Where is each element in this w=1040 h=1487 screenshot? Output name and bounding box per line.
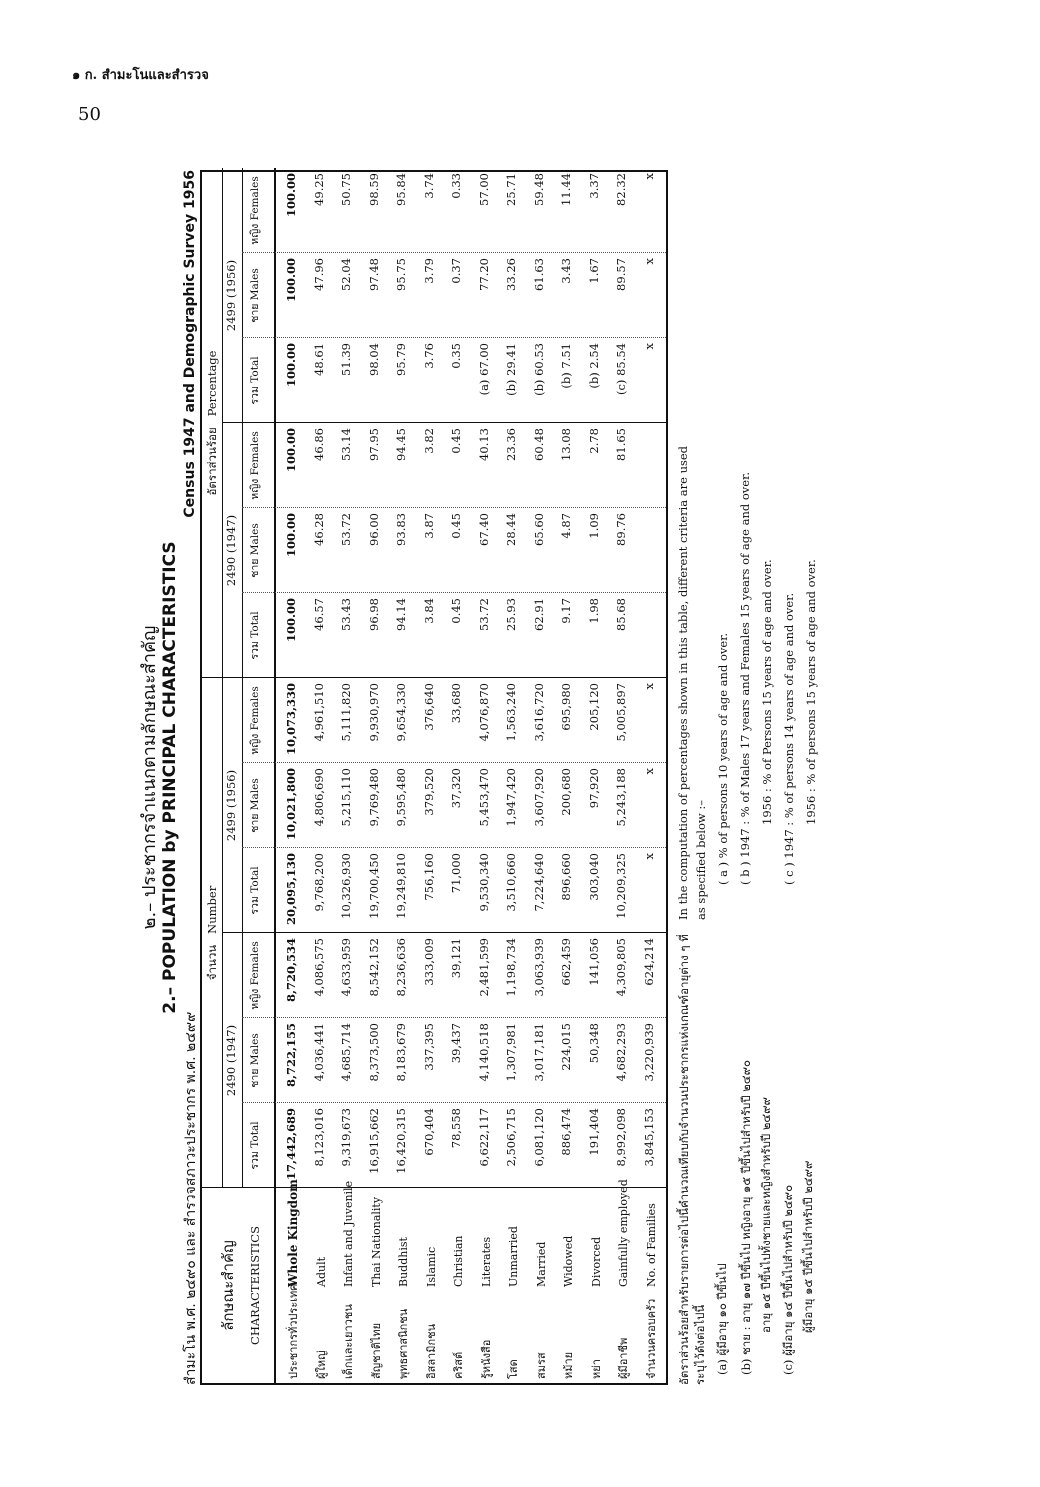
row-label-english: Thai Nationality: [369, 1196, 383, 1287]
table-row-label: [312, 1257, 330, 1379]
table-cell: 57.00: [476, 173, 491, 206]
running-header: ๑ ก. สำมะโนและสำรวจ: [72, 68, 209, 83]
column-header-females: หญิง Females: [249, 941, 261, 1010]
row-label-english: Widowed: [562, 1235, 575, 1287]
percentage-year-1956: 2499 (1956): [224, 259, 238, 332]
table-cell: 8,183,679: [394, 1023, 408, 1082]
table-cell: 0.35: [449, 343, 463, 369]
column-header-males: ชาย Males: [249, 523, 261, 578]
row-label-thai: คริสต์: [452, 1351, 465, 1379]
percentage-header-english: Percentage: [205, 350, 219, 417]
table-cell: 16,420,315: [394, 1108, 408, 1174]
characteristics-header-english: CHARACTERISTICS: [248, 1226, 262, 1345]
table-cell: 9,930,970: [366, 683, 381, 742]
table-cell: 49.25: [311, 173, 326, 206]
table-cell: x: [641, 768, 656, 775]
footnote-english-line: 1956 : % of Persons 15 years of age and over.: [760, 559, 774, 825]
table-cell: 81.65: [614, 428, 628, 461]
table-cell: 23.36: [504, 428, 518, 461]
table-cell: 10,326,930: [339, 853, 353, 919]
number-header: [204, 678, 222, 1188]
row-label-english: Adult: [314, 1256, 328, 1287]
table-cell: 141,056: [586, 938, 601, 986]
table-cell: 0.45: [449, 428, 463, 454]
table-cell: 4,086,575: [311, 938, 326, 997]
table-cell: 97,920: [586, 768, 601, 809]
table-cell: x: [641, 853, 656, 860]
table-cell: 1,198,734: [504, 938, 518, 997]
table-cell: 9.17: [559, 598, 573, 624]
table-cell: 98.04: [366, 343, 381, 376]
table-cell: x: [641, 343, 656, 350]
table-cell: 10,021,800: [284, 768, 298, 841]
percentage-header-thai: อัตราส่วนร้อย: [205, 427, 219, 496]
row-label-english: Buddhist: [397, 1237, 410, 1287]
table-cell: 62.91: [531, 598, 546, 631]
table-cell: 2,506,715: [504, 1108, 518, 1167]
table-cell: 65.60: [531, 513, 546, 546]
table-cell: 9,530,340: [476, 853, 491, 912]
table-cell: 379,520: [421, 768, 436, 816]
table-cell: 10,073,330: [284, 683, 298, 756]
title-thai: ๒.– ประชากรจำแนกตามลักษณะสำคัญ: [139, 625, 160, 930]
table-cell: 0.33: [449, 173, 463, 199]
table-cell: 4,682,293: [614, 1023, 628, 1082]
table-cell: 0.37: [449, 258, 463, 284]
row-label-thai: ผู้มีอาชีพ: [617, 1337, 630, 1379]
table-cell: 5,453,470: [476, 768, 491, 827]
table-cell: 3.74: [421, 173, 436, 199]
table-cell: 4,036,441: [311, 1023, 326, 1082]
table-cell: (c) 85.54: [614, 343, 628, 395]
footnote-thai-line: (a) ผู้มีอายุ ๑๐ ปีขึ้นไป: [715, 1263, 729, 1375]
table-cell: 3.82: [421, 428, 436, 454]
row-label-thai: ผู้ใหญ่: [314, 1350, 328, 1379]
table-cell: 100.00: [284, 343, 298, 388]
footnote-english-line: ( b ) 1947 : % of Males 17 years and Females 15 years of age and over.: [738, 472, 752, 885]
table-cell: 71,000: [449, 853, 463, 894]
table-cell: 10,209,325: [614, 853, 628, 919]
table-cell: 1,563,240: [504, 683, 518, 742]
table-cell: 3.87: [421, 513, 436, 539]
table-cell: 100.00: [284, 428, 298, 473]
table-cell: 695,980: [559, 683, 573, 731]
footnote-english-line: ( c ) 1947 : % of persons 14 years of age and over.: [782, 592, 796, 885]
number-header-thai: จำนวน: [205, 944, 219, 981]
footnote-thai-line: อัตราส่วนร้อยสำหรับรายการต่อไปนี้คำนวณเทียบกับจำนวนประชากรแห่งเกณฑ์อายุต่าง ๆ ที่: [677, 934, 691, 1385]
table-cell: 3.37: [586, 173, 601, 199]
table-cell: 756,160: [421, 853, 436, 901]
table-cell: 4,309,805: [614, 938, 628, 997]
table-cell: 2.78: [586, 428, 601, 454]
percentage-year-1947: 2490 (1947): [224, 514, 238, 587]
table-cell: 19,700,450: [366, 853, 381, 919]
table-row-label: [367, 1197, 385, 1379]
table-cell: 28.44: [504, 513, 518, 546]
table-row-label: [504, 1226, 522, 1379]
percentage-header: [204, 168, 222, 678]
table-cell: 100.00: [284, 513, 298, 558]
row-label-english: Christian: [452, 1235, 465, 1287]
table-cell: 4,685,714: [339, 1023, 353, 1082]
footnote-english-line: ( a ) % of persons 10 years of age and over.: [716, 632, 730, 885]
characteristics-header-thai: ลักษณะสำคัญ: [219, 1240, 237, 1331]
table-cell: 4,140,518: [476, 1023, 491, 1082]
table-cell: 40.13: [476, 428, 491, 461]
row-label-thai: สัญชาติไทย: [369, 1322, 383, 1379]
table-cell: 50,348: [586, 1023, 601, 1064]
row-label-thai: หย่า: [589, 1359, 603, 1379]
row-label-english: Infant and Juvenile: [342, 1180, 355, 1287]
table-cell: 46.28: [311, 513, 326, 546]
row-label-english: Divorced: [589, 1236, 603, 1287]
table-cell: 9,319,673: [339, 1108, 353, 1167]
table-cell: 200,680: [559, 768, 573, 816]
table-cell: 85.68: [614, 598, 628, 631]
table-cell: 7,224,640: [531, 853, 546, 912]
row-label-thai: สมรส: [534, 1352, 548, 1379]
table-row-label: [284, 1179, 302, 1379]
table-cell: 3,017,181: [531, 1023, 546, 1082]
table-cell: 48.61: [311, 343, 326, 376]
table-cell: 8,542,152: [366, 938, 381, 997]
table-cell: 2,481,599: [476, 938, 491, 997]
table-cell: x: [641, 258, 656, 265]
population-table: [200, 170, 668, 1385]
table-row-label: [614, 1179, 632, 1379]
table-cell: 3,607,920: [531, 768, 546, 827]
table-cell: 98.59: [366, 173, 381, 206]
table-cell: 100.00: [284, 598, 298, 643]
column-header-males: ชาย Males: [249, 778, 261, 833]
number-header-english: Number: [205, 885, 219, 934]
table-cell: 8,722,155: [284, 1023, 298, 1088]
table-cell: 47.96: [311, 258, 326, 291]
footnote-english-line: 1956 : % of persons 15 years of age and over.: [804, 559, 818, 825]
column-header-total: รวม Total: [249, 611, 261, 660]
rotated-table-page: [120, 170, 820, 1385]
table-row-label: [532, 1242, 550, 1379]
row-label-english: Married: [534, 1241, 548, 1287]
row-label-english: Whole Kingdom: [286, 1179, 300, 1287]
table-cell: 337,395: [421, 1023, 436, 1071]
table-cell: 37,320: [449, 768, 463, 809]
table-cell: (b) 7.51: [559, 343, 573, 389]
table-cell: 60.48: [531, 428, 546, 461]
table-cell: 191,404: [586, 1108, 601, 1156]
table-cell: 1,307,981: [504, 1023, 518, 1082]
table-cell: 3,845,153: [641, 1108, 656, 1167]
table-cell: 53.72: [339, 513, 353, 546]
column-header-total: รวม Total: [249, 356, 261, 405]
table-cell: 97.95: [366, 428, 381, 461]
table-cell: 3,616,720: [531, 683, 546, 742]
table-cell: 39,437: [449, 1023, 463, 1064]
table-cell: 4.87: [559, 513, 573, 539]
table-cell: 896,660: [559, 853, 573, 901]
table-cell: 6,081,120: [531, 1108, 546, 1167]
table-cell: 9,595,480: [394, 768, 408, 827]
footnote-thai-line: อายุ ๑๕ ปีขึ้นไปทั้งชายและหญิงสำหรับปี ๒๔๙๙: [759, 1097, 773, 1333]
row-label-thai: เด็กและเยาวชน: [342, 1304, 355, 1379]
table-cell: 6,622,117: [476, 1108, 491, 1167]
table-cell: 624,214: [641, 938, 656, 986]
table-cell: 3.79: [421, 258, 436, 284]
footnote-thai-line: (b) ชาย : อายุ ๑๗ ปีขึ้นไป หญิงอายุ ๑๕ ปีขึ้นไปสำหรับปี ๒๔๙๐: [739, 1059, 753, 1375]
table-cell: 97.48: [366, 258, 381, 291]
table-cell: 52.04: [339, 258, 353, 291]
table-cell: 5,243,188: [614, 768, 628, 827]
table-cell: 4,076,870: [476, 683, 491, 742]
row-label-thai: หม้าย: [562, 1351, 575, 1379]
table-cell: 333,009: [421, 938, 436, 986]
column-header-females: หญิง Females: [249, 686, 261, 755]
table-cell: 1,947,420: [504, 768, 518, 827]
table-cell: 8,373,500: [366, 1023, 381, 1082]
page-number: 50: [78, 104, 101, 125]
table-cell: 9,769,480: [366, 768, 381, 827]
table-cell: 82.32: [614, 173, 628, 206]
table-cell: 1.98: [586, 598, 601, 624]
table-cell: 303,040: [586, 853, 601, 901]
column-header-males: ชาย Males: [249, 1033, 261, 1088]
table-cell: 4,633,959: [339, 938, 353, 997]
table-cell: 53.72: [476, 598, 491, 631]
table-cell: 3.43: [559, 258, 573, 284]
row-label-thai: พุทธศาสนิกชน: [397, 1308, 410, 1379]
table-cell: 11.44: [559, 173, 573, 206]
table-cell: x: [641, 683, 656, 690]
table-cell: 670,404: [421, 1108, 436, 1156]
table-row-label: [587, 1237, 605, 1379]
row-label-english: Unmarried: [507, 1226, 520, 1287]
table-cell: 89.76: [614, 513, 628, 546]
table-cell: (a) 67.00: [476, 343, 491, 396]
table-cell: 8,720,534: [284, 938, 298, 1003]
row-label-thai: อิสลามิกชน: [424, 1323, 438, 1379]
table-row-label: [422, 1247, 440, 1379]
column-header-males: ชาย Males: [249, 268, 261, 323]
row-label-thai: รู้หนังสือ: [479, 1339, 493, 1379]
table-cell: 1.67: [586, 258, 601, 284]
footnote-thai-line: ผู้มีอายุ ๑๕ ปีขึ้นไปสำหรับปี ๒๔๙๙: [801, 1160, 815, 1333]
table-cell: 0.45: [449, 513, 463, 539]
table-cell: 8,123,016: [311, 1108, 326, 1167]
number-year-1947: 2490 (1947): [224, 1024, 238, 1097]
table-cell: 662,459: [559, 938, 573, 986]
footnote-english-line: In the computation of percentages shown in this table, different criteria are used: [676, 445, 690, 920]
table-cell: 53.43: [339, 598, 353, 631]
table-cell: 89.57: [614, 258, 628, 291]
table-cell: 8,236,636: [394, 938, 408, 997]
column-header-total: รวม Total: [249, 866, 261, 915]
table-cell: 13.08: [559, 428, 573, 461]
table-cell: 67.40: [476, 513, 491, 546]
row-label-english: Islamic: [424, 1246, 438, 1287]
table-cell: 4,961,510: [311, 683, 326, 742]
table-cell: 19,249,810: [394, 853, 408, 919]
table-cell: (b) 60.53: [531, 343, 546, 396]
table-cell: 5,215,110: [339, 768, 353, 827]
table-cell: 50.75: [339, 173, 353, 206]
table-cell: 16,915,662: [366, 1108, 381, 1174]
title-english: 2.– POPULATION by PRINCIPAL CHARACTERISTICS: [160, 541, 180, 1014]
table-cell: (b) 2.54: [586, 343, 601, 389]
footnote-thai-line: (c) ผู้มีอายุ ๑๔ ปีขึ้นไปสำหรับปี ๒๔๙๐: [781, 1184, 795, 1375]
table-cell: 95.79: [394, 343, 408, 376]
table-cell: 93.83: [394, 513, 408, 546]
table-cell: 17,442,689: [284, 1108, 298, 1181]
table-cell: 20,095,130: [284, 853, 298, 926]
table-row-label: [477, 1237, 495, 1379]
table-cell: 59.48: [531, 173, 546, 206]
table-cell: 25.71: [504, 173, 518, 206]
table-cell: 3.76: [421, 343, 436, 369]
table-cell: 5,111,820: [339, 683, 353, 742]
table-cell: x: [641, 173, 656, 180]
table-cell: 4,806,690: [311, 768, 326, 827]
column-header-females: หญิง Females: [249, 431, 261, 500]
table-cell: 5,005,897: [614, 683, 628, 742]
table-cell: 3,510,660: [504, 853, 518, 912]
row-label-english: No. of Families: [644, 1203, 658, 1287]
table-cell: 8,992,098: [614, 1108, 628, 1167]
table-row-label: [559, 1236, 577, 1379]
table-cell: 9,768,200: [311, 853, 326, 912]
table-cell: 205,120: [586, 683, 601, 731]
table-cell: 100.00: [284, 173, 298, 218]
table-cell: 78,558: [449, 1108, 463, 1149]
footnote-english-line: as specified below :–: [694, 800, 708, 920]
table-cell: 39,121: [449, 938, 463, 979]
table-cell: 9,654,330: [394, 683, 408, 742]
table-cell: 46.57: [311, 598, 326, 631]
row-label-thai: โสด: [507, 1359, 520, 1379]
table-cell: 25.93: [504, 598, 518, 631]
table-cell: 33,680: [449, 683, 463, 724]
table-cell: 376,640: [421, 683, 436, 731]
table-cell: 95.84: [394, 173, 408, 206]
table-cell: 77.20: [476, 258, 491, 291]
row-label-thai: ประชากรทั่วประเทศ: [287, 1283, 300, 1379]
table-cell: 61.63: [531, 258, 546, 291]
table-cell: 96.98: [366, 598, 381, 631]
column-header-females: หญิง Females: [249, 176, 261, 245]
table-cell: 3.84: [421, 598, 436, 624]
number-year-1956: 2499 (1956): [224, 769, 238, 842]
table-cell: 3,220,939: [641, 1023, 656, 1082]
table-cell: 3,063,939: [531, 938, 546, 997]
table-cell: 224,015: [559, 1023, 573, 1071]
table-cell: 94.14: [394, 598, 408, 631]
footnote-thai-line: ระบุไว้ดังต่อไปนี้: [693, 1304, 707, 1385]
subtitle-english: Census 1947 and Demographic Survey 1956: [182, 170, 198, 518]
column-header-total: รวม Total: [249, 1121, 261, 1170]
table-cell: 95.75: [394, 258, 408, 291]
row-label-thai: จำนวนครอบครัว: [644, 1298, 658, 1379]
row-label-english: Literates: [479, 1236, 493, 1287]
table-cell: (b) 29.41: [504, 343, 518, 396]
table-cell: 46.86: [311, 428, 326, 461]
table-row-label: [339, 1181, 357, 1379]
table-cell: 96.00: [366, 513, 381, 546]
table-cell: 100.00: [284, 258, 298, 303]
table-cell: 886,474: [559, 1108, 573, 1156]
row-label-english: Gainfully employed: [617, 1179, 630, 1287]
table-cell: 1.09: [586, 513, 601, 539]
table-row-label: [642, 1203, 660, 1379]
table-row-label: [449, 1235, 467, 1379]
table-row-label: [394, 1237, 412, 1379]
table-cell: 33.26: [504, 258, 518, 291]
subtitle-thai: สำมะโน พ.ศ. ๒๔๙๐ และ สำรวจสภาวะประชากร พ.ศ. ๒๔๙๙: [183, 1011, 199, 1385]
table-cell: 94.45: [394, 428, 408, 461]
table-cell: 0.45: [449, 598, 463, 624]
table-cell: 53.14: [339, 428, 353, 461]
table-cell: 51.39: [339, 343, 353, 376]
